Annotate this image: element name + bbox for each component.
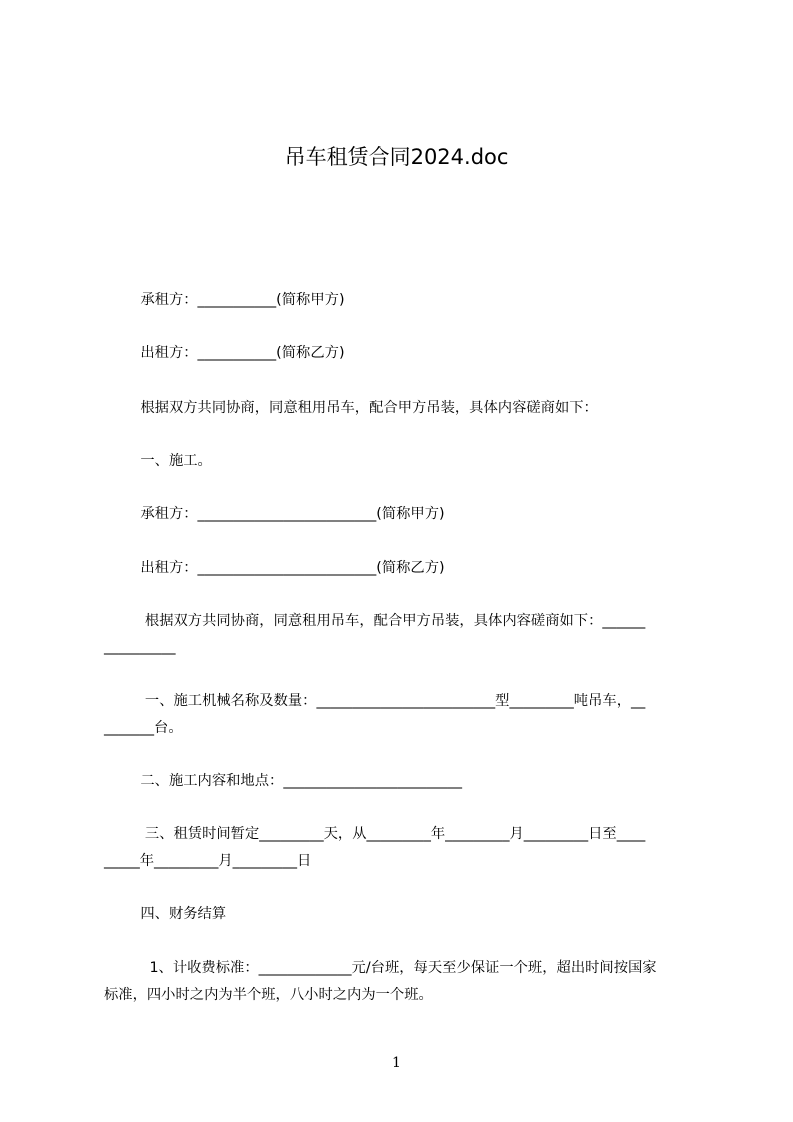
paragraph-line: 1、计收费标准：_____________元/台班，每天至少保证一个班，超出时间按国家: [104, 960, 657, 976]
paragraph-line: 根据双方共同协商，同意租用吊车，配合甲方吊装，具体内容磋商如下：______: [104, 613, 646, 629]
paragraph-line: 三、租赁时间暂定_________天，从_________年_________月_________日至____: [104, 826, 646, 842]
paragraph-line: 承租方：___________(简称甲方): [104, 292, 345, 308]
page-number: 1: [392, 1055, 401, 1071]
paragraph-line: _____年_________月_________日: [104, 853, 312, 869]
paragraph-line: 标准，四小时之内为半个班，八小时之内为一个班。: [104, 987, 433, 1003]
paragraph-line: _______台。: [104, 720, 183, 736]
paragraph-line: 一、施工。: [104, 453, 212, 469]
paragraph-line: 出租方：___________(简称乙方): [104, 345, 345, 361]
paragraph-line: 四、财务结算: [104, 906, 227, 922]
paragraph-line: 出租方：_________________________(简称乙方): [104, 560, 445, 576]
paragraph-line: 二、施工内容和地点：_________________________: [104, 773, 463, 789]
paragraph-line: 根据双方共同协商，同意租用吊车，配合甲方吊装，具体内容磋商如下：: [104, 400, 598, 416]
paragraph-line: 承租方：_________________________(简称甲方): [104, 506, 445, 522]
document-title: 吊车租赁合同2024.doc: [284, 145, 509, 169]
paragraph-line: 一、施工机械名称及数量：_________________________型_________吨吊车，__: [104, 693, 646, 709]
paragraph-line: __________: [104, 639, 176, 655]
